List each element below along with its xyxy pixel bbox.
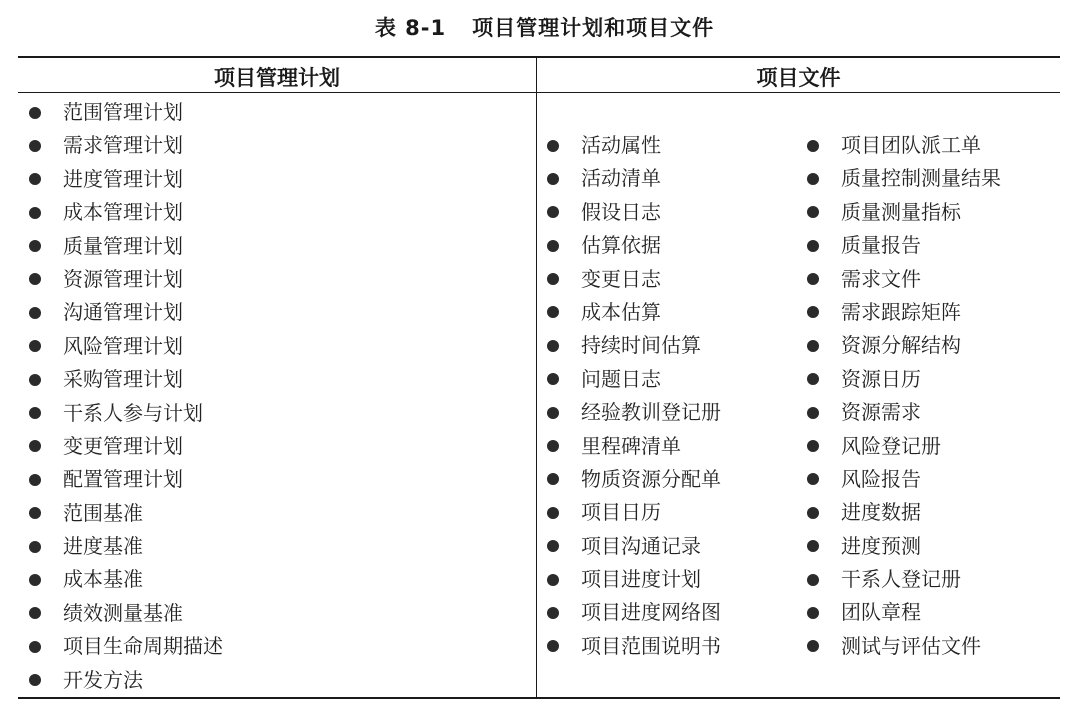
bullet-icon — [29, 507, 41, 519]
plan-item-label: 质量管理计划 — [63, 233, 183, 258]
plan-item-label: 开发方法 — [63, 667, 143, 692]
plan-item-label: 干系人参与计划 — [63, 400, 203, 425]
header-project-management-plan: 项目管理计划 — [214, 66, 340, 90]
bullet-icon — [547, 306, 559, 318]
document-item-label: 资源日历 — [841, 366, 921, 391]
bullet-icon — [547, 173, 559, 185]
bullet-icon — [29, 674, 41, 686]
document-item-label: 项目范围说明书 — [581, 633, 721, 658]
bullet-icon — [547, 540, 559, 552]
document-item-label: 里程碑清单 — [581, 433, 681, 458]
document-item — [547, 129, 721, 162]
table-number: 表 8-1 — [374, 16, 447, 40]
bullet-icon — [547, 640, 559, 652]
bullet-icon — [807, 607, 819, 619]
document-item-label: 变更日志 — [581, 266, 661, 291]
document-item-label: 经验教训登记册 — [581, 400, 721, 425]
document-item — [547, 196, 721, 229]
bullet-icon — [29, 607, 41, 619]
document-item — [547, 229, 721, 262]
plan-item — [29, 430, 223, 463]
bullet-icon — [29, 307, 41, 319]
document-item — [807, 363, 1001, 396]
document-item-label: 测试与评估文件 — [841, 633, 981, 658]
plan-item — [29, 664, 223, 697]
bullet-icon — [29, 374, 41, 386]
document-item-label: 项目进度网络图 — [581, 600, 721, 625]
document-item — [547, 263, 721, 296]
document-list-column-1 — [547, 129, 721, 663]
bullet-icon — [807, 540, 819, 552]
document-item-label: 风险报告 — [841, 466, 921, 491]
document-item-label: 活动属性 — [581, 133, 661, 157]
plan-item-label: 风险管理计划 — [63, 333, 183, 358]
plan-item-label: 配置管理计划 — [63, 467, 183, 492]
document-item — [547, 296, 721, 329]
bullet-icon — [547, 473, 559, 485]
bullet-icon — [807, 240, 819, 252]
plan-item — [29, 196, 223, 229]
document-item — [547, 396, 721, 429]
table-caption — [0, 12, 1089, 42]
document-item-label: 估算依据 — [581, 233, 661, 258]
bullet-icon — [29, 207, 41, 219]
document-item-label: 持续时间估算 — [581, 333, 701, 358]
plan-item — [29, 163, 223, 196]
column-divider — [536, 57, 537, 698]
document-item-label: 需求跟踪矩阵 — [841, 299, 961, 324]
plan-item — [29, 630, 223, 663]
bullet-icon — [547, 273, 559, 285]
bullet-icon — [547, 240, 559, 252]
document-item — [807, 563, 1001, 596]
bullet-icon — [547, 340, 559, 352]
document-item — [807, 430, 1001, 463]
document-item — [547, 329, 721, 362]
document-item — [547, 563, 721, 596]
plan-item-label: 沟通管理计划 — [63, 300, 183, 325]
bullet-icon — [807, 640, 819, 652]
plan-item — [29, 497, 223, 530]
bullet-icon — [807, 407, 819, 419]
document-item-label: 进度预测 — [841, 533, 921, 558]
document-item — [807, 463, 1001, 496]
bullet-icon — [547, 607, 559, 619]
plan-item-label: 成本基准 — [63, 567, 143, 592]
bullet-icon — [29, 340, 41, 352]
document-item — [807, 396, 1001, 429]
document-item — [807, 263, 1001, 296]
bullet-icon — [547, 407, 559, 419]
document-item-label: 成本估算 — [581, 299, 661, 324]
document-item-label: 资源分解结构 — [841, 333, 961, 358]
header-project-documents: 项目文件 — [756, 66, 841, 90]
plan-item-label: 变更管理计划 — [63, 433, 183, 458]
document-item — [807, 162, 1001, 195]
document-item — [547, 363, 721, 396]
document-item-label: 质量控制测量结果 — [841, 166, 1001, 191]
document-item — [547, 596, 721, 629]
plan-item — [29, 296, 223, 329]
document-item-label: 问题日志 — [581, 366, 661, 391]
bullet-icon — [807, 340, 819, 352]
bullet-icon — [807, 473, 819, 485]
document-item — [547, 630, 721, 663]
bullet-icon — [29, 273, 41, 285]
header-bottom-rule — [18, 92, 1060, 93]
bullet-icon — [807, 273, 819, 285]
plan-item-label: 资源管理计划 — [63, 266, 183, 291]
bullet-icon — [547, 574, 559, 586]
plan-item — [29, 96, 223, 129]
plan-item-label: 成本管理计划 — [63, 200, 183, 225]
plan-item — [29, 530, 223, 563]
plan-item — [29, 230, 223, 263]
document-item — [547, 530, 721, 563]
bullet-icon — [29, 173, 41, 185]
bullet-icon — [807, 306, 819, 318]
bullet-icon — [29, 641, 41, 653]
plan-item-label: 绩效测量基准 — [63, 600, 183, 625]
bullet-icon — [29, 107, 41, 119]
bullet-icon — [547, 440, 559, 452]
plan-item-label: 进度基准 — [63, 534, 143, 559]
document-item — [547, 463, 721, 496]
plan-item-label: 项目生命周期描述 — [63, 634, 223, 659]
bullet-icon — [807, 206, 819, 218]
document-item-label: 项目团队派工单 — [841, 133, 981, 157]
plan-item — [29, 330, 223, 363]
bullet-icon — [807, 440, 819, 452]
document-item-label: 进度数据 — [841, 500, 921, 525]
bullet-icon — [29, 140, 41, 152]
bullet-icon — [807, 574, 819, 586]
document-item — [807, 196, 1001, 229]
plan-item-list — [29, 96, 223, 697]
document-item — [807, 530, 1001, 563]
plan-item — [29, 597, 223, 630]
plan-item — [29, 129, 223, 162]
document-item-label: 活动清单 — [581, 166, 661, 191]
bullet-icon — [29, 474, 41, 486]
document-item-label: 风险登记册 — [841, 433, 941, 458]
document-item — [807, 129, 1001, 162]
bullet-icon — [807, 173, 819, 185]
bullet-icon — [29, 574, 41, 586]
document-item — [807, 296, 1001, 329]
document-item — [807, 596, 1001, 629]
document-item — [547, 496, 721, 529]
document-list-column-2 — [807, 129, 1001, 663]
bullet-icon — [807, 507, 819, 519]
plan-item — [29, 563, 223, 596]
plan-item-label: 进度管理计划 — [63, 166, 183, 191]
document-item — [807, 630, 1001, 663]
bullet-icon — [807, 373, 819, 385]
document-item-label: 物质资源分配单 — [581, 466, 721, 491]
document-item-label: 项目沟通记录 — [581, 533, 701, 558]
document-item-label: 资源需求 — [841, 400, 921, 425]
document-item — [807, 229, 1001, 262]
plan-item — [29, 263, 223, 296]
bullet-icon — [29, 240, 41, 252]
document-item — [547, 430, 721, 463]
table-title: 项目管理计划和项目文件 — [472, 16, 715, 40]
plan-item-label: 需求管理计划 — [63, 133, 183, 158]
bullet-icon — [807, 140, 819, 152]
document-item — [547, 162, 721, 195]
document-item-label: 项目日历 — [581, 500, 661, 525]
document-item-label: 假设日志 — [581, 199, 661, 224]
document-item-label: 需求文件 — [841, 266, 921, 291]
bullet-icon — [547, 206, 559, 218]
bullet-icon — [29, 440, 41, 452]
plan-item-label: 采购管理计划 — [63, 367, 183, 392]
document-item — [807, 496, 1001, 529]
bullet-icon — [547, 507, 559, 519]
bullet-icon — [29, 541, 41, 553]
document-item-label: 团队章程 — [841, 600, 921, 625]
plan-item — [29, 397, 223, 430]
plan-item-label: 范围管理计划 — [63, 100, 183, 124]
plan-item-label: 范围基准 — [63, 500, 143, 525]
document-item-label: 干系人登记册 — [841, 567, 961, 592]
document-item-label: 项目进度计划 — [581, 567, 701, 592]
bullet-icon — [547, 140, 559, 152]
document-item-label: 质量报告 — [841, 233, 921, 258]
table-bottom-rule — [18, 697, 1060, 699]
bullet-icon — [547, 373, 559, 385]
document-item — [807, 329, 1001, 362]
table-top-rule — [18, 56, 1060, 58]
plan-item — [29, 363, 223, 396]
document-item-label: 质量测量指标 — [841, 199, 961, 224]
bullet-icon — [29, 407, 41, 419]
plan-item — [29, 463, 223, 496]
